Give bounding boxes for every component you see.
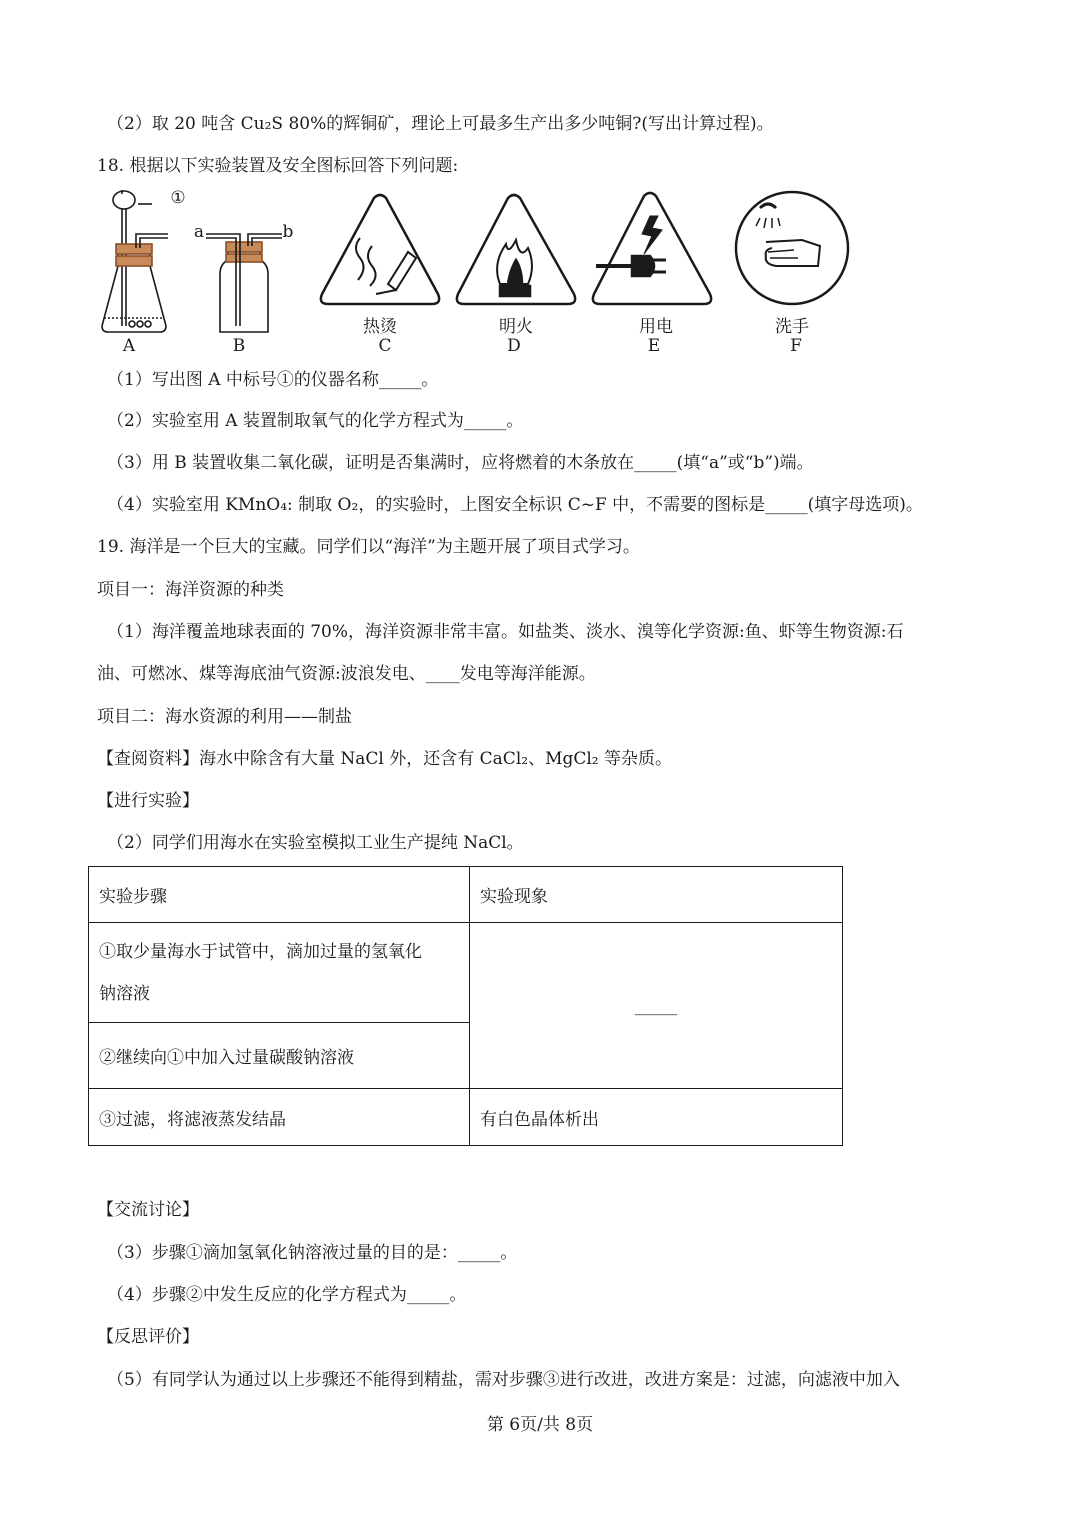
reflection-heading: 【反思评价】 bbox=[97, 1327, 199, 1347]
header-steps: 实验步骤 bbox=[89, 867, 470, 923]
apparatus-figure bbox=[96, 186, 856, 356]
apparatus-drawing bbox=[96, 186, 856, 356]
q19-part4: （4）步骤②中发生反应的化学方程式为_____。 bbox=[107, 1285, 467, 1305]
q17-part2: （2）取 20 吨含 Cu₂S 80%的辉铜矿，理论上可最多生产出多少吨铜?(写出计算过程)。 bbox=[107, 114, 774, 134]
observation-3-cell: 有白色晶体析出 bbox=[470, 1089, 843, 1146]
q19-part5: （5）有同学认为通过以上步骤还不能得到精盐，需对步骤③进行改进，改进方案是：过滤，向滤液中加入 bbox=[107, 1370, 900, 1390]
project-two-heading: 项目二：海水资源的利用——制盐 bbox=[97, 707, 352, 727]
label-e: E bbox=[647, 336, 661, 356]
table-row bbox=[89, 923, 843, 1023]
answer-blank: _____ bbox=[634, 995, 678, 1016]
q18-part3: （3）用 B 装置收集二氧化碳，证明是否集满时，应将燃着的木条放在_____(填“a”或“b”)端。 bbox=[107, 453, 814, 473]
wash-hands-icon bbox=[736, 192, 848, 304]
label-f: F bbox=[790, 336, 802, 356]
project-one-heading: 项目一：海洋资源的种类 bbox=[97, 580, 284, 600]
bottle-b-icon bbox=[206, 234, 282, 332]
hot-warning-icon bbox=[321, 195, 439, 304]
conduct-experiment-heading: 【进行实验】 bbox=[97, 791, 199, 811]
step-1-line2: 钠溶液 bbox=[99, 983, 150, 1004]
step-2-cell: ②继续向①中加入过量碳酸钠溶液 bbox=[89, 1023, 470, 1089]
label-a: A bbox=[122, 336, 136, 356]
flask-a-icon bbox=[102, 190, 168, 332]
label-c: C bbox=[378, 336, 392, 356]
label-circle-1: ① bbox=[170, 188, 186, 208]
page-footer: 第 6页/共 8页 bbox=[486, 1415, 594, 1435]
caption-flame: 明火 bbox=[499, 317, 533, 337]
observation-blank-cell bbox=[470, 923, 843, 1089]
electric-warning-icon bbox=[593, 193, 711, 304]
q19-part2: （2）同学们用海水在实验室模拟工业生产提纯 NaCl。 bbox=[107, 833, 524, 853]
q18-part4: （4）实验室用 KMnO₄: 制取 O₂，的实验时，上图安全标识 C~F 中，不需要的图标是_____(填字母选项)。 bbox=[107, 495, 923, 515]
label-d: D bbox=[507, 336, 521, 356]
q19-stem: 19. 海洋是一个巨大的宝藏。同学们以“海洋”为主题开展了项目式学习。 bbox=[97, 537, 640, 557]
q19-part1-line1: （1）海洋覆盖地球表面的 70%，海洋资源非常丰富。如盐类、淡水、溴等化学资源:鱼、虾等生物资源:石 bbox=[107, 622, 904, 642]
discussion-heading: 【交流讨论】 bbox=[97, 1200, 199, 1220]
caption-wash: 洗手 bbox=[775, 317, 809, 337]
caption-electric: 用电 bbox=[639, 317, 673, 337]
q19-part3: （3）步骤①滴加氢氧化钠溶液过量的目的是：_____。 bbox=[107, 1243, 518, 1263]
table-header-row bbox=[89, 867, 843, 923]
q18-part1: （1）写出图 A 中标号①的仪器名称_____。 bbox=[107, 370, 439, 390]
caption-hot: 热烫 bbox=[363, 317, 397, 337]
q18-stem: 18. 根据以下实验装置及安全图标回答下列问题: bbox=[97, 156, 459, 176]
reference-materials: 【查阅资料】海水中除含有大量 NaCl 外，还含有 CaCl₂、MgCl₂ 等杂质。 bbox=[97, 749, 673, 769]
q19-part1-line2: 油、可燃冰、煤等海底油气资源:波浪发电、____发电等海洋能源。 bbox=[97, 664, 596, 684]
flame-warning-icon bbox=[457, 195, 575, 304]
label-port-b: b bbox=[282, 222, 294, 242]
header-observations: 实验现象 bbox=[470, 867, 843, 923]
step-1-cell bbox=[89, 923, 470, 1023]
step-1-line1: ①取少量海水于试管中，滴加过量的氢氧化 bbox=[99, 941, 422, 962]
step-3-cell: ③过滤，将滤液蒸发结晶 bbox=[89, 1089, 470, 1146]
label-port-a: a bbox=[193, 222, 205, 242]
q18-part2: （2）实验室用 A 装置制取氧气的化学方程式为_____。 bbox=[107, 411, 524, 431]
experiment-table bbox=[88, 866, 843, 1146]
label-b: B bbox=[232, 336, 246, 356]
table-row bbox=[89, 1089, 843, 1146]
